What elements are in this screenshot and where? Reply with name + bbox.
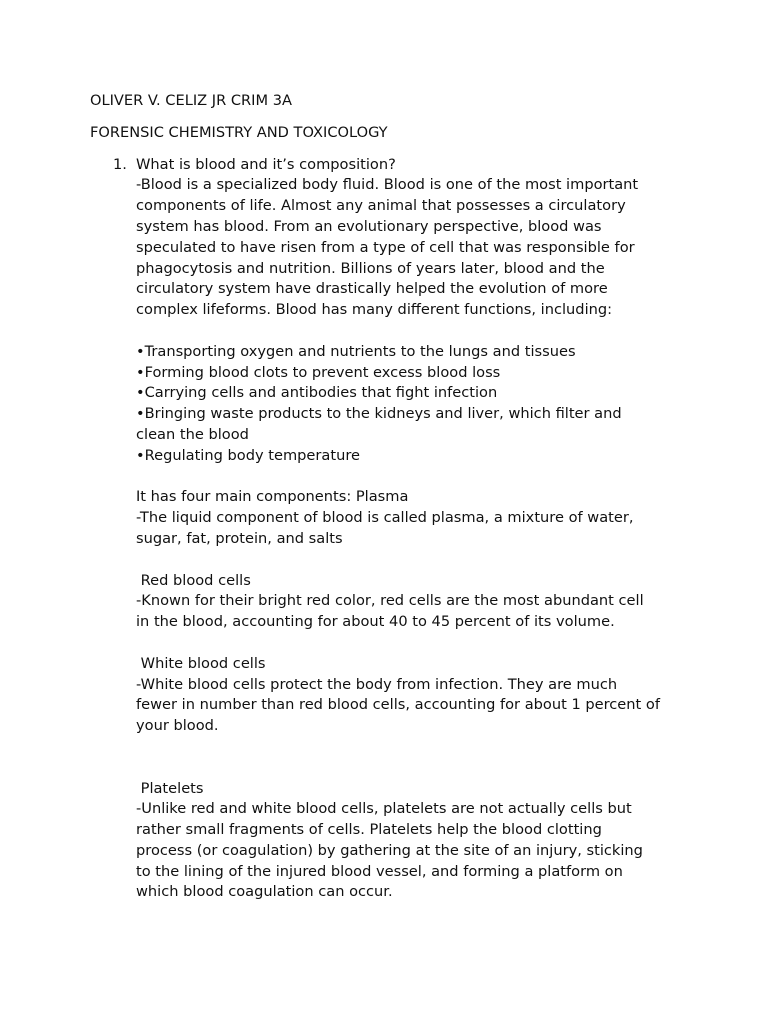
paragraph-line: speculated to have risen from a type of cell that was responsible for (136, 238, 635, 256)
white-cells-heading: White blood cells (136, 654, 266, 672)
spacer (136, 550, 690, 571)
white-cells-line: fewer in number than red blood cells, accounting for about 1 percent of (136, 696, 660, 714)
plasma-line: -The liquid component of blood is called plasma, a mixture of water, (136, 509, 634, 527)
platelets-line: which blood coagulation can occur. (136, 883, 393, 901)
spacer (90, 144, 690, 155)
subject-title: FORENSIC CHEMISTRY AND TOXICOLOGY (90, 123, 388, 141)
red-cells-heading: Red blood cells (136, 571, 251, 589)
author-line: OLIVER V. CELIZ JR CRIM 3A (90, 92, 292, 109)
paragraph-line: complex lifeforms. Blood has many different functions, including: (136, 301, 613, 319)
paragraph-line: components of life. Almost any animal that possesses a circulatory (136, 197, 626, 215)
list-item: •Transporting oxygen and nutrients to the lungs and tissues (136, 342, 576, 360)
red-cells-line: in the blood, accounting for about 40 to 45 percent of its volume. (136, 613, 615, 631)
question-number: 1. (113, 155, 127, 173)
spacer (90, 112, 690, 123)
platelets-line: rather small fragments of cells. Platelets help the blood clotting (136, 821, 602, 839)
list-item-continuation: clean the blood (136, 425, 249, 443)
white-cells-line: -White blood cells protect the body from infection. They are much (136, 675, 618, 693)
platelets-heading: Platelets (136, 779, 204, 797)
spacer (136, 321, 690, 342)
paragraph-line: -Blood is a specialized body fluid. Blood is one of the most important (136, 176, 639, 194)
platelets-line: to the lining of the injured blood vessel, and forming a platform on (136, 862, 623, 880)
paragraph-line: phagocytosis and nutrition. Billions of years later, blood and the (136, 259, 605, 277)
list-item: •Bringing waste products to the kidneys and liver, which filter and (136, 405, 622, 423)
question-1 (90, 155, 690, 904)
functions-list (136, 342, 690, 467)
white-cells-line: your blood. (136, 717, 219, 735)
platelets-line: -Unlike red and white blood cells, platelets are not actually cells but (136, 800, 632, 818)
question-title: What is blood and it’s composition? (136, 155, 396, 173)
spacer (136, 467, 690, 488)
paragraph-line: circulatory system have drastically helped the evolution of more (136, 280, 608, 298)
list-item: •Regulating body temperature (136, 446, 360, 464)
document-page (90, 91, 690, 903)
spacer (136, 737, 690, 779)
components-heading: It has four main components: Plasma (136, 488, 409, 506)
list-item: •Forming blood clots to prevent excess blood loss (136, 363, 501, 381)
plasma-line: sugar, fat, protein, and salts (136, 529, 343, 547)
spacer (136, 633, 690, 654)
platelets-line: process (or coagulation) by gathering at the site of an injury, sticking (136, 841, 643, 859)
intro-paragraph (136, 175, 690, 321)
list-item: •Carrying cells and antibodies that fight infection (136, 384, 498, 402)
red-cells-line: -Known for their bright red color, red cells are the most abundant cell (136, 592, 644, 610)
paragraph-line: system has blood. From an evolutionary perspective, blood was (136, 217, 602, 235)
